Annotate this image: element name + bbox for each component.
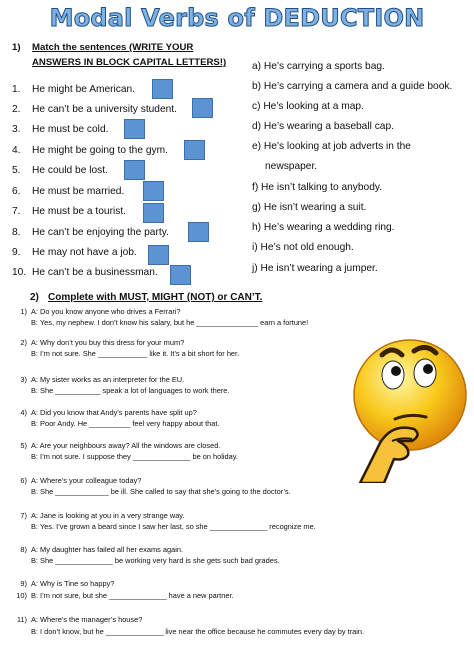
answer-box-9[interactable] xyxy=(148,245,169,265)
option-g: g) He isn’t wearing a suit. xyxy=(252,202,367,213)
item-number: 10) xyxy=(16,591,27,600)
item-6-a xyxy=(13,476,141,485)
option-h: h) He’s wearing a wedding ring. xyxy=(252,222,395,233)
sentence-text: He must be married. xyxy=(32,186,125,197)
item-number: 4) xyxy=(20,408,27,417)
sentence-2 xyxy=(12,104,177,115)
option-e: e) He’s looking at job adverts in the xyxy=(252,141,411,152)
item-3-b: B: She ___________ speak a lot of languages to work there. xyxy=(31,386,230,395)
item-2-a xyxy=(13,338,184,347)
item-number: 1) xyxy=(20,307,27,316)
answer-box-8[interactable] xyxy=(188,222,209,242)
worksheet-title: Modal Verbs of DEDUCTION xyxy=(49,4,425,32)
item-8-b: B: She ______________ be working very hard is she gets such bad grades. xyxy=(31,556,280,565)
section2-number: 2) xyxy=(30,292,39,303)
item-text: A: Are your neighbours away? All the windows are closed. xyxy=(31,441,221,450)
item-11-b: B: I don’t know, but he ______________ live near the office because he commutes every day by train. xyxy=(31,627,365,636)
sentence-number: 8. xyxy=(12,227,21,238)
item-number: 9) xyxy=(20,579,27,588)
item-7-a xyxy=(13,511,185,520)
sentence-text: He must be cold. xyxy=(32,124,109,135)
sentence-text: He could be lost. xyxy=(32,165,108,176)
answer-box-5[interactable] xyxy=(124,160,145,180)
option-b: b) He’s carrying a camera and a guide book. xyxy=(252,81,453,92)
item-number: 2) xyxy=(20,338,27,347)
item-text: B: I’m not sure, but she ______________ have a new partner. xyxy=(31,591,234,600)
section1-heading-line2: ANSWERS IN BLOCK CAPITAL LETTERS!) xyxy=(32,57,227,68)
option-i: i) He’s not old enough. xyxy=(252,242,354,253)
thinking-emoji-icon xyxy=(340,333,470,483)
item-text: A: Where’s the manager’s house? xyxy=(31,615,143,624)
sentence-9 xyxy=(12,247,137,258)
sentence-number: 5. xyxy=(12,165,21,176)
sentence-5 xyxy=(12,165,108,176)
item-text: A: Did you know that Andy’s parents have split up? xyxy=(31,408,197,417)
item-text: A: Where’s your colleague today? xyxy=(31,476,142,485)
section1-number: 1) xyxy=(12,42,21,53)
item-9-a xyxy=(13,579,114,588)
answer-box-7[interactable] xyxy=(143,203,164,223)
answer-box-4[interactable] xyxy=(184,140,205,160)
item-10-b xyxy=(13,591,234,600)
sentence-number: 6. xyxy=(12,186,21,197)
sentence-number: 1. xyxy=(12,84,21,95)
sentence-text: He can’t be enjoying the party. xyxy=(32,227,169,238)
item-text: A: Why is Tine so happy? xyxy=(31,579,115,588)
item-5-b: B: I’m not sure. I suppose they ______________ be on holiday. xyxy=(31,452,238,461)
item-text: A: My daughter has failed all her exams again. xyxy=(31,545,184,554)
section2-heading xyxy=(30,292,262,303)
sentence-text: He may not have a job. xyxy=(32,247,137,258)
option-j: j) He isn’t wearing a jumper. xyxy=(252,263,378,274)
sentence-7 xyxy=(12,206,126,217)
item-number: 11) xyxy=(16,615,27,624)
sentence-number: 3. xyxy=(12,124,21,135)
sentence-3 xyxy=(12,124,108,135)
option-a: a) He’s carrying a sports bag. xyxy=(252,61,385,72)
answer-box-10[interactable] xyxy=(170,265,191,285)
item-1-b: B: Yes, my nephew. I don’t know his salary, but he _______________ earn a fortune! xyxy=(31,318,309,327)
item-7-b: B: Yes. I’ve grown a beard since I saw her last, so she ______________ recognize me. xyxy=(31,522,316,531)
item-11-a xyxy=(13,615,142,624)
answer-box-1[interactable] xyxy=(152,79,173,99)
section2-heading-text: Complete with MUST, MIGHT (NOT) or CAN’T. xyxy=(48,292,263,303)
item-number: 6) xyxy=(20,476,27,485)
item-2-b: B: I’m not sure. She ____________ like it. It’s a bit short for her. xyxy=(31,349,240,358)
sentence-8 xyxy=(12,227,169,238)
answer-box-2[interactable] xyxy=(192,98,213,118)
sentence-1 xyxy=(12,84,135,95)
option-e-continued: newspaper. xyxy=(265,161,318,172)
item-4-a xyxy=(13,408,197,417)
item-text: A: Jane is looking at you in a very strange way. xyxy=(31,511,185,520)
section1-heading xyxy=(12,40,247,70)
item-8-a xyxy=(13,545,183,554)
sentence-number: 4. xyxy=(12,145,21,156)
sentence-text: He can’t be a businessman. xyxy=(32,267,158,278)
answer-box-3[interactable] xyxy=(124,119,145,139)
sentence-text: He can’t be a university student. xyxy=(32,104,177,115)
sentence-number: 10. xyxy=(12,267,27,278)
sentence-text: He might be American. xyxy=(32,84,136,95)
option-c: c) He’s looking at a map. xyxy=(252,101,364,112)
answer-box-6[interactable] xyxy=(143,181,164,201)
item-3-a xyxy=(13,375,184,384)
item-text: A: Do you know anyone who drives a Ferrari? xyxy=(31,307,181,316)
sentence-6 xyxy=(12,186,124,197)
item-number: 5) xyxy=(20,441,27,450)
section1-heading-line1: Match the sentences (WRITE YOUR xyxy=(32,42,194,53)
sentence-4 xyxy=(12,145,168,156)
sentence-text: He must be a tourist. xyxy=(32,206,126,217)
sentence-number: 9. xyxy=(12,247,21,258)
item-text: A: My sister works as an interpreter for the EU. xyxy=(31,375,185,384)
item-text: A: Why don’t you buy this dress for your mum? xyxy=(31,338,185,347)
item-6-b: B: She _____________ be ill. She called to say that she’s going to the doctor’s. xyxy=(31,487,291,496)
option-f: f) He isn’t talking to anybody. xyxy=(252,182,383,193)
item-number: 8) xyxy=(20,545,27,554)
item-4-b: B: Poor Andy. He __________ feel very happy about that. xyxy=(31,419,220,428)
sentence-text: He might be going to the gym. xyxy=(32,145,168,156)
sentence-10 xyxy=(12,267,158,278)
option-d: d) He’s wearing a baseball cap. xyxy=(252,121,394,132)
sentence-number: 2. xyxy=(12,104,21,115)
item-1-a xyxy=(13,307,181,316)
sentence-number: 7. xyxy=(12,206,21,217)
item-number: 7) xyxy=(20,511,27,520)
item-number: 3) xyxy=(20,375,27,384)
item-5-a xyxy=(13,441,220,450)
